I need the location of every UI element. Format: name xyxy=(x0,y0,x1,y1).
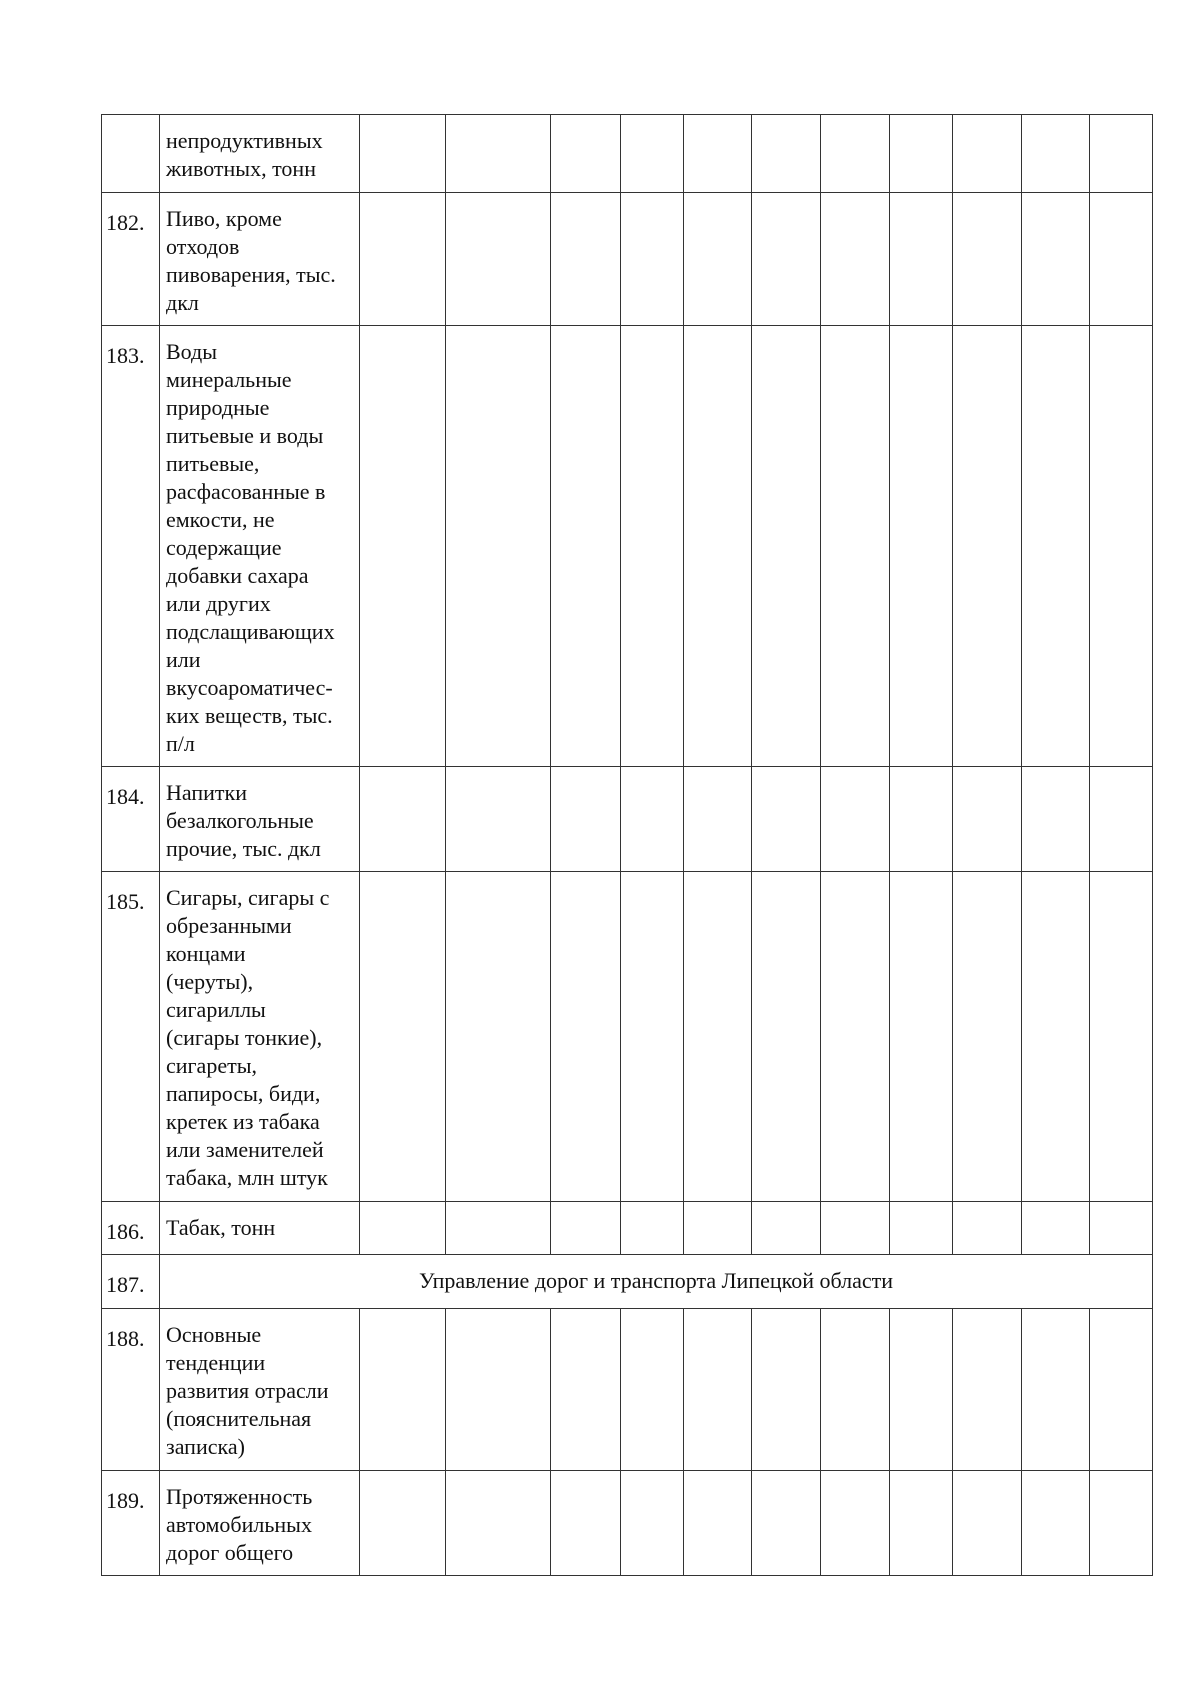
value-cell xyxy=(446,326,551,767)
indicator-name-line: безалкогольные xyxy=(166,808,314,833)
value-cell xyxy=(684,326,752,767)
value-cell xyxy=(446,1309,551,1471)
indicator-name-line: минеральные xyxy=(166,367,292,392)
indicator-name-line: непродуктивных xyxy=(166,128,323,153)
value-cell xyxy=(1022,115,1090,193)
value-cell xyxy=(621,1309,684,1471)
value-cell xyxy=(621,872,684,1202)
table-row xyxy=(102,326,1153,767)
value-cell xyxy=(551,193,621,326)
indicator-name xyxy=(160,115,360,193)
value-cell xyxy=(752,326,821,767)
indicator-name-line: концами xyxy=(166,941,246,966)
value-cell xyxy=(890,1309,953,1471)
indicator-name-line: кретек из табака xyxy=(166,1109,320,1134)
value-cell xyxy=(752,1471,821,1576)
indicator-name xyxy=(160,193,360,326)
value-cell xyxy=(821,326,890,767)
value-cell xyxy=(446,872,551,1202)
value-cell xyxy=(890,872,953,1202)
value-cell xyxy=(1090,872,1153,1202)
row-number: 182. xyxy=(102,193,160,326)
value-cell xyxy=(446,1202,551,1255)
value-cell xyxy=(1090,193,1153,326)
indicator-name-line: или xyxy=(166,647,201,672)
value-cell xyxy=(953,1309,1022,1471)
indicator-name-line: питьевые и воды xyxy=(166,423,324,448)
indicator-name-line: дорог общего xyxy=(166,1540,294,1565)
row-number: 183. xyxy=(102,326,160,767)
value-cell xyxy=(821,872,890,1202)
indicator-name-line: питьевые, xyxy=(166,451,260,476)
value-cell xyxy=(953,115,1022,193)
indicator-name-line: расфасованные в xyxy=(166,479,326,504)
table-row xyxy=(102,1255,1153,1309)
indicator-name-line: п/л xyxy=(166,731,195,756)
indicator-name-line: автомобильных xyxy=(166,1512,312,1537)
value-cell xyxy=(821,767,890,872)
value-cell xyxy=(752,767,821,872)
indicator-name-line: прочие, тыс. дкл xyxy=(166,836,321,861)
value-cell xyxy=(1090,767,1153,872)
value-cell xyxy=(551,872,621,1202)
value-cell xyxy=(1022,872,1090,1202)
indicator-name-line: Табак, тонн xyxy=(166,1215,276,1240)
indicator-name-line: развития отрасли xyxy=(166,1378,329,1403)
value-cell xyxy=(446,767,551,872)
value-cell xyxy=(1022,1202,1090,1255)
value-cell xyxy=(621,1202,684,1255)
row-number: 185. xyxy=(102,872,160,1202)
indicator-name xyxy=(160,326,360,767)
row-number: 189. xyxy=(102,1471,160,1576)
value-cell xyxy=(551,1202,621,1255)
value-cell xyxy=(684,767,752,872)
value-cell xyxy=(890,326,953,767)
value-cell xyxy=(1022,767,1090,872)
value-cell xyxy=(890,1202,953,1255)
row-number xyxy=(102,115,160,193)
table-row xyxy=(102,872,1153,1202)
indicator-name-line: (черуты), xyxy=(166,969,254,994)
indicator-name-line: Воды xyxy=(166,339,218,364)
value-cell xyxy=(1090,326,1153,767)
value-cell xyxy=(1090,1202,1153,1255)
value-cell xyxy=(446,1471,551,1576)
value-cell xyxy=(621,193,684,326)
value-cell xyxy=(1022,1309,1090,1471)
value-cell xyxy=(953,767,1022,872)
value-cell xyxy=(1090,1309,1153,1471)
value-cell xyxy=(953,1471,1022,1576)
indicator-name-line: природные xyxy=(166,395,270,420)
value-cell xyxy=(752,115,821,193)
value-cell xyxy=(890,115,953,193)
value-cell xyxy=(752,193,821,326)
indicator-name xyxy=(160,1471,360,1576)
indicator-name-line: или других xyxy=(166,591,271,616)
value-cell xyxy=(1090,1471,1153,1576)
table-row xyxy=(102,115,1153,193)
indicator-name-line: записка) xyxy=(166,1434,245,1459)
value-cell xyxy=(1022,193,1090,326)
indicator-name-line: сигареты, xyxy=(166,1053,257,1078)
indicator-name-line: животных, тонн xyxy=(166,156,316,181)
row-number: 184. xyxy=(102,767,160,872)
value-cell xyxy=(621,767,684,872)
value-cell xyxy=(360,326,446,767)
value-cell xyxy=(821,115,890,193)
value-cell xyxy=(360,872,446,1202)
value-cell xyxy=(684,872,752,1202)
table-row xyxy=(102,1309,1153,1471)
value-cell xyxy=(360,1309,446,1471)
value-cell xyxy=(752,1202,821,1255)
value-cell xyxy=(551,115,621,193)
indicator-name-line: Напитки xyxy=(166,780,247,805)
indicator-name-line: папиросы, биди, xyxy=(166,1081,321,1106)
value-cell xyxy=(621,326,684,767)
value-cell xyxy=(621,1471,684,1576)
value-cell xyxy=(953,1202,1022,1255)
table-row xyxy=(102,193,1153,326)
section-header: Управление дорог и транспорта Липецкой области xyxy=(160,1255,1153,1309)
table-row xyxy=(102,1202,1153,1255)
value-cell xyxy=(1022,1471,1090,1576)
row-number: 187. xyxy=(102,1255,160,1309)
value-cell xyxy=(684,193,752,326)
value-cell xyxy=(752,872,821,1202)
table-row xyxy=(102,1471,1153,1576)
table-row xyxy=(102,767,1153,872)
indicator-name-line: табака, млн штук xyxy=(166,1165,328,1190)
value-cell xyxy=(1022,326,1090,767)
value-cell xyxy=(821,193,890,326)
value-cell xyxy=(551,326,621,767)
value-cell xyxy=(551,1471,621,1576)
indicator-name-line: емкости, не xyxy=(166,507,275,532)
value-cell xyxy=(360,115,446,193)
value-cell xyxy=(890,193,953,326)
indicator-name xyxy=(160,872,360,1202)
value-cell xyxy=(684,1309,752,1471)
value-cell xyxy=(890,767,953,872)
indicator-name-line: тенденции xyxy=(166,1350,266,1375)
indicator-name-line: сигариллы xyxy=(166,997,266,1022)
value-cell xyxy=(684,115,752,193)
value-cell xyxy=(621,115,684,193)
indicator-name-line: обрезанными xyxy=(166,913,292,938)
data-table xyxy=(101,114,1153,1576)
value-cell xyxy=(821,1471,890,1576)
indicator-name-line: пивоварения, тыс. xyxy=(166,262,336,287)
value-cell xyxy=(360,193,446,326)
indicator-name-line: отходов xyxy=(166,234,240,259)
indicator-name-line: ких веществ, тыс. xyxy=(166,703,333,728)
indicator-name xyxy=(160,767,360,872)
indicator-name-line: вкусоароматичес- xyxy=(166,675,333,700)
indicator-name-line: добавки сахара xyxy=(166,563,309,588)
value-cell xyxy=(953,872,1022,1202)
value-cell xyxy=(551,767,621,872)
indicator-name-line: содержащие xyxy=(166,535,282,560)
indicator-name-line: или заменителей xyxy=(166,1137,324,1162)
value-cell xyxy=(953,193,1022,326)
value-cell xyxy=(360,1202,446,1255)
value-cell xyxy=(953,326,1022,767)
row-number: 186. xyxy=(102,1202,160,1255)
indicator-name-line: Основные xyxy=(166,1322,262,1347)
indicator-name-line: (сигары тонкие), xyxy=(166,1025,323,1050)
row-number: 188. xyxy=(102,1309,160,1471)
value-cell xyxy=(446,115,551,193)
value-cell xyxy=(446,193,551,326)
indicator-name-line: Пиво, кроме xyxy=(166,206,282,231)
value-cell xyxy=(890,1471,953,1576)
value-cell xyxy=(752,1309,821,1471)
indicator-name xyxy=(160,1309,360,1471)
value-cell xyxy=(360,767,446,872)
value-cell xyxy=(684,1202,752,1255)
value-cell xyxy=(551,1309,621,1471)
value-cell xyxy=(1090,115,1153,193)
indicator-name-line: подслащивающих xyxy=(166,619,335,644)
indicator-name-line: дкл xyxy=(166,290,199,315)
value-cell xyxy=(360,1471,446,1576)
indicator-name-line: Протяженность xyxy=(166,1484,313,1509)
indicator-name xyxy=(160,1202,360,1255)
value-cell xyxy=(684,1471,752,1576)
value-cell xyxy=(821,1309,890,1471)
indicator-name-line: (пояснительная xyxy=(166,1406,312,1431)
indicator-name-line: Сигары, сигары с xyxy=(166,885,330,910)
value-cell xyxy=(821,1202,890,1255)
